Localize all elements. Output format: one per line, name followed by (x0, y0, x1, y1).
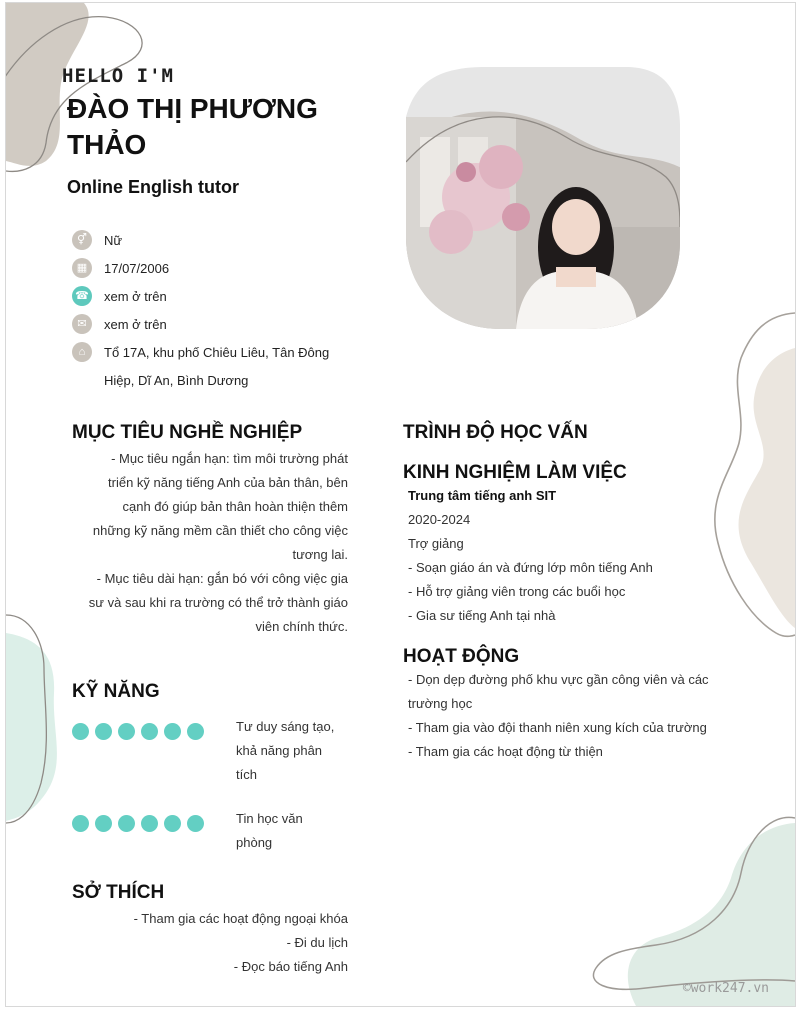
activity-item: - Tham gia vào đội thanh niên xung kích của trường (408, 720, 707, 735)
rating-dot (95, 723, 112, 740)
rating-dot (187, 815, 204, 832)
rating-dot (141, 815, 158, 832)
rating-dot (164, 723, 181, 740)
phone-icon: ☎ (72, 286, 92, 306)
education-title: TRÌNH ĐỘ HỌC VẤN (403, 422, 588, 443)
skill-label (236, 715, 352, 787)
candidate-name: ĐÀO THỊ PHƯƠNG THẢO (67, 93, 318, 160)
rating-dot (141, 723, 158, 740)
activity-item: - Tham gia các hoạt động từ thiện (408, 744, 603, 759)
phone-value: xem ở trên (104, 289, 167, 304)
rating-dot (187, 723, 204, 740)
rating-dot (72, 723, 89, 740)
hobby-item: - Đi du lịch (286, 935, 348, 950)
address-value: Tổ 17A, khu phố Chiêu Liêu, Tân Đông Hiệp, Dĩ An, Bình Dương (104, 345, 330, 388)
experience-task: - Soạn giáo án và đứng lớp môn tiếng Anh (408, 560, 653, 575)
objective-line: sư và sau khi ra trường có thể trở thành giáo (88, 595, 348, 610)
left-mint-blob (6, 633, 57, 821)
skill-label-line: Tư duy sáng tạo, (236, 719, 335, 734)
experience-position: Trợ giảng (408, 536, 464, 551)
experience-task: - Hỗ trợ giảng viên trong các buổi học (408, 584, 626, 599)
objective-line: - Mục tiêu dài hạn: gắn bó với công việc gia (96, 571, 348, 586)
experience-details (408, 484, 748, 628)
experience-title: KINH NGHIỆM LÀM VIỆC (403, 462, 627, 483)
objective-line: tương lai. (292, 547, 348, 562)
gender-icon: ⚥ (72, 230, 92, 250)
rating-dot (118, 815, 135, 832)
cv-page (5, 2, 796, 1007)
rating-dot (118, 723, 135, 740)
activities-title: HOẠT ĐỘNG (403, 646, 520, 667)
bottom-right-blob (628, 823, 795, 1006)
contact-birthday (72, 255, 372, 283)
rating-dot (95, 815, 112, 832)
watermark: ©work247.vn (682, 981, 769, 996)
activities-list (408, 668, 753, 764)
hello-heading: HELLO I'M (62, 65, 174, 87)
objective-line: - Mục tiêu ngắn hạn: tìm môi trường phát (111, 451, 348, 466)
birthday-value: 17/07/2006 (104, 261, 170, 276)
skill-label (236, 807, 352, 855)
rating-dot (72, 815, 89, 832)
objective-text (66, 447, 348, 639)
objective-line: triển kỹ năng tiếng Anh của bản thân, bên (108, 475, 348, 490)
rating-dot (164, 815, 181, 832)
experience-task: - Gia sư tiếng Anh tại nhà (408, 608, 556, 623)
mail-icon: ✉ (72, 314, 92, 334)
home-icon: ⌂ (72, 342, 92, 362)
contact-address (72, 339, 372, 395)
profile-photo (406, 67, 680, 329)
experience-period: 2020-2024 (408, 512, 471, 527)
objective-line: những kỹ năng mềm cần thiết cho công việc (92, 523, 348, 538)
gender-value: Nữ (104, 233, 123, 248)
hobby-item: - Tham gia các hoạt động ngoại khóa (133, 911, 348, 926)
skill-label-line: tích (236, 767, 257, 782)
job-title: Online English tutor (67, 177, 239, 197)
activity-item: - Dọn dẹp đường phố khu vực gần công viên và các (408, 672, 709, 687)
skills-title: KỸ NĂNG (72, 681, 160, 702)
contact-phone (72, 283, 372, 311)
hobby-item: - Đọc báo tiếng Anh (233, 959, 348, 974)
skill-label-line: phòng (236, 835, 273, 850)
contact-info (72, 227, 372, 395)
experience-company: Trung tâm tiếng anh SIT (408, 488, 557, 503)
skill-label-line: khả năng phân (236, 743, 323, 758)
objective-line: viên chính thức. (255, 619, 348, 634)
skill-item (72, 807, 352, 855)
hobbies-title: SỞ THÍCH (72, 882, 165, 903)
birthday-cake-icon: ▦ (72, 258, 92, 278)
objective-line: cạnh đó giúp bản thân hoàn thiện thêm (122, 499, 348, 514)
skill-item (72, 715, 352, 787)
skill-rating (72, 723, 236, 787)
activity-item: trường học (408, 696, 473, 711)
skill-rating (72, 815, 236, 855)
contact-gender (72, 227, 372, 255)
hobbies-list (66, 907, 348, 979)
objective-title: MỤC TIÊU NGHỀ NGHIỆP (72, 422, 303, 443)
contact-email (72, 311, 372, 339)
skill-label-line: Tin học văn (236, 811, 303, 826)
email-value: xem ở trên (104, 317, 167, 332)
